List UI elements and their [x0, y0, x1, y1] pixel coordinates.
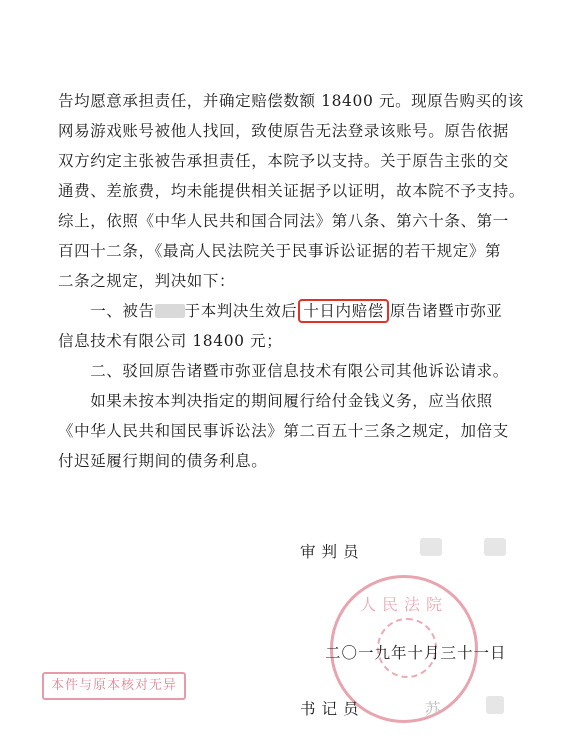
- body-line-6: 百四十二条，《最高人民法院关于民事诉讼证据的若干规定》第: [58, 242, 502, 260]
- redacted-clerk-name: [486, 696, 504, 714]
- body-line-4: 通费、差旅费，均未能提供相关证据予以证明，故本院不予支持。: [58, 182, 525, 200]
- highlighted-phrase: 十日内赔偿: [298, 299, 389, 323]
- judge-label: 审判员: [300, 543, 365, 561]
- closing-line-1: 如果未按本判决指定的期间履行给付金钱义务，应当依照: [58, 392, 493, 410]
- redacted-judge-name-2: [484, 538, 506, 556]
- clerk-name-partial: 苏: [425, 700, 447, 718]
- body-line-5: 综上，依照《中华人民共和国合同法》第八条、第六十条、第一: [58, 212, 509, 230]
- judgment-1-prefix: 一、被告: [58, 302, 155, 320]
- clerk-label: 书记员: [300, 700, 365, 718]
- closing-line-2: 《中华人民共和国民事诉讼法》第二百五十三条之规定，加倍支: [58, 422, 509, 440]
- body-line-3: 双方约定主张被告承担责任，本院予以支持。关于原告主张的交: [58, 152, 509, 170]
- judgment-item-2: 二、驳回原告诸暨市弥亚信息技术有限公司其他诉讼请求。: [58, 362, 509, 380]
- seal-text: 人民法院: [359, 595, 448, 614]
- judgment-1-text: 于本判决生效后: [184, 302, 298, 320]
- judgment-item-1-continued: 信息技术有限公司 18400 元；: [58, 332, 283, 350]
- judgment-1-suffix: 原告诸暨市弥亚: [389, 302, 503, 320]
- body-line-1: 告均愿意承担责任，并确定赔偿数额 18400 元。现原告购买的该: [58, 92, 524, 110]
- judgment-item-1: [58, 302, 528, 320]
- body-line-2: 网易游戏账号被他人找回，致使原告无法登录该账号。原告依据: [58, 122, 509, 140]
- verification-stamp: 本件与原本核对无异: [42, 672, 186, 700]
- redacted-defendant-name: [155, 304, 185, 318]
- judgment-date: 二〇一九年十月三十一日: [325, 644, 507, 662]
- closing-line-3: 付迟延履行期间的债务利息。: [58, 452, 268, 470]
- redacted-judge-name: [420, 538, 442, 556]
- body-line-7: 二条之规定，判决如下：: [58, 272, 236, 290]
